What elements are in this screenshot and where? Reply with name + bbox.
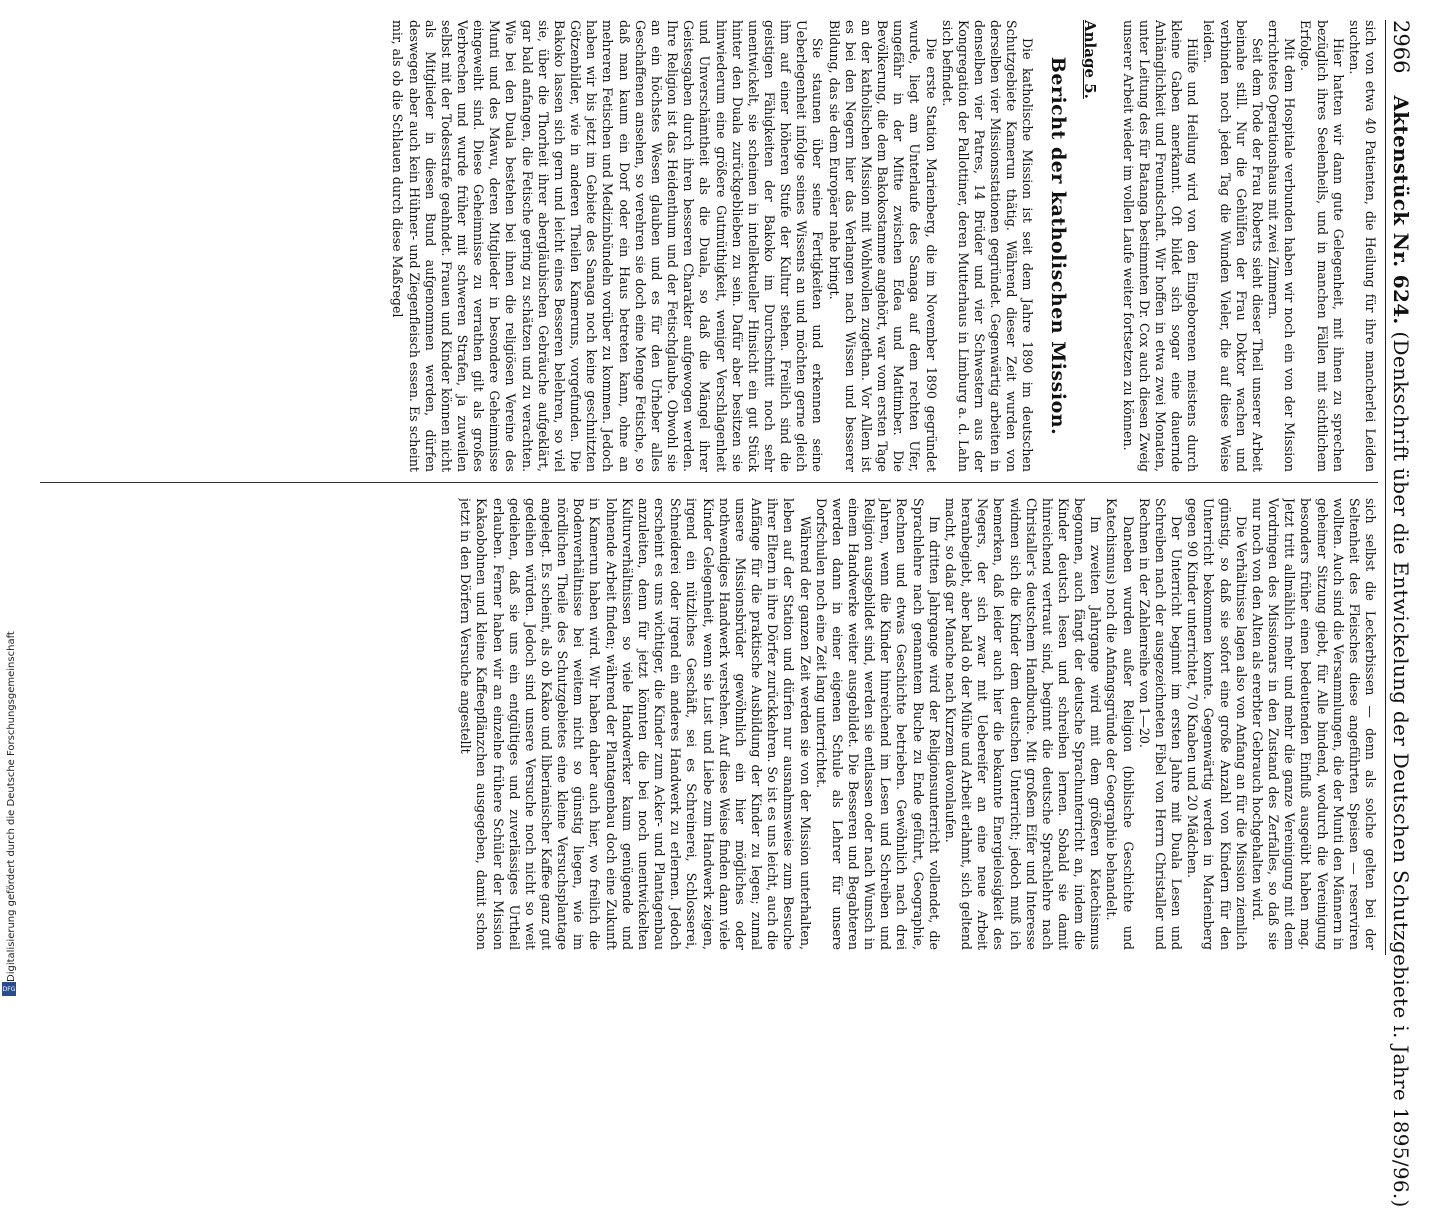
paragraph: Im dritten Jahrgange wird der Religionsunterricht vollendet, die Sprachlehre nach genanntem Buche zu Ende geführt, Geographie, Rechnen und etwas Geschichte betrieben. Gewöhnlich nach drei Jahren, wenn die Kinder hinreichend im Lesen und Schreiben und Religion ausgebildet sind, werden sie entlassen oder nach Wunsch in einem Handwerke weiter ausgebildet. Die Besseren und Begabteren werden dann in einer eigenen Schule als Lehrer für unsere Dorfschulen noch eine Zeit lang unterrichtet.: [813, 498, 942, 950]
section-title: Bericht der katholischen Mission.: [1047, 56, 1070, 436]
paragraph: Im zweiten Jahrgange wird mit dem größeren Katechismus begonnen, auch fängt der deutsche Sprachunterricht an, indem die Kinder deutsch lesen und schreiben lernen. Sobald sie damit hinreichend vertraut sind, beginnt die deutsche Sprachlehre nach Christaller's deutschem Handbuche. Mit großem Eifer und Interesse widmen sich die Kinder dem deutschen Unterricht; jedoch muß ich bemerken, daß leider auch hier die bekannte Energielosigkeit des Negers, der sich zwar mit Uebereifer an eine neue Arbeit heranbegiebt, aber bald ob der Mühe und Arbeit erlahmt, sich geltend macht, so daß gar Manche nach Kurzem davonlaufen.: [942, 498, 1104, 950]
left-column: [36, 20, 1378, 472]
right-column: [36, 498, 1378, 950]
paragraph: sich von etwa 40 Patienten, die Heilung für ihre mancherlei Leiden suchten.: [1346, 20, 1378, 472]
paragraph: Sie staunen über seine Fertigkeiten und erkennen seine Ueberlegenheit infolge seines Wissens an und möchten gerne gleich ihm auf einer höheren Stufe der Kultur stehen. Freilich sind die geistigen Fähigkeiten der Bakoko im Durchschnitt noch sehr unentwickelt, sie scheinen in intellektueller Hinsicht ein gut Stück hinter den Duala zurückgeblieben zu sein. Dafür aber besitzen sie hinwiederum eine größere Gutmüthigkeit, weniger Verschlagenheit und Unverschämtheit als die Duala, so daß die Mängel ihrer Geistesgaben durch ihren besseren Charakter aufgewogen werden. Ihre Religion ist das Heidenthum und der Fetischglaube. Obwohl sie an ein höchstes Wesen glauben und es für den Urheber alles Geschaffenen ansehen, so verehren sie doch eine Menge Fetische, so daß man kaum ein Dorf oder ein Haus betreten kann, ohne an mehreren Fetischen und Medizinbündeln vorüber zu kommen. Jedoch haben wir bis jetzt im Gebiete des Sanaga noch keine geschnitzten Götzenbilder, wie in anderen Theilen Kameruns, vorgefunden. Die Bakoko lassen sich gern und leicht eines Besseren belehren, so viel sie, über die Thorheit ihrer abergläubischen Gebräuche aufgeklärt, gar bald anfangen, die Fetische gering zu schätzen und zu verachten. Wie bei den Duala bestehen bei ihnen die religiösen Vereine des Munti und des Mawu, deren Mitglieder in besondere Geheimnisse eingeweiht sind. Diese Geheimnisse zu verrathen gilt als großes Verbrechen und wurde früher mit schweren Strafen, ja zuweilen selbst mit der Todesstrafe geahndet. Frauen und Kinder können nicht als Mitglieder in diesen Bund aufgenommen werden, dürfen deswegen aber auch kein Hühner- und Ziegenfleisch essen. Es scheint mir, als ob die Schlauen durch diese Maßregel: [390, 20, 826, 472]
paragraph: sich selbst die Leckerbissen — denn als solche gelten bei der Seltenheit des Fleisches diese angeführten Speisen — reserviren wollten. Auch sind die Versammlungen, die der Munti den Männern in geheimer Sitzung giebt, für Alle bindend, wodurch die Vereinigung besonders früher einen bedeutenden Einfluß ausgeübt haben mag. Jetzt tritt allmählich mehr und mehr die ganze Vereinigung mit dem Vordringen des Missionars in den Zustand des Zerfalles, so daß sie nur noch von den Alten als ererbter Gebrauch hochgehalten wird.: [1249, 498, 1378, 950]
paragraph: Hülfe und Heilung wird von den Eingeborenen meistens durch kleine Gaben anerkannt. Oft bildet sich sogar eine dauernde Anhänglichkeit und Freundschaft. Wir hoffen in etwa zwei Monaten, unter Leitung des für Batanga bestimmten Dr. Cox auch diesen Zweig unserer Arbeit wieder im vollen Laufe weiter fortsetzen zu können.: [1120, 20, 1201, 472]
paragraph: Seit dem Tode der Frau Roberts sieht dieser Theil unserer Arbeit beinahe still. Nur die Gehülfen der Frau Doktor wachen und verbinden noch jeden Tag die Wunden Vieler, die auf diese Weise leiden.: [1201, 20, 1265, 472]
document-subtitle: (Denkschrift über die Entwickelung der Deutschen Schutzgebiete i. Jahre 1895/96.): [1389, 331, 1413, 1208]
running-title: [1389, 95, 1413, 1207]
column-divider: [40, 482, 1378, 483]
paragraph: Die Verhältnisse lagen also von Anfang an für die Mission ziemlich günstig, so daß sie sofort eine große Anzahl von Kindern für den Unterricht bekommen konnte. Gegenwärtig werden in Marienberg gegen 90 Kinder unterrichtet, 70 Knaben und 20 Mädchen.: [1185, 498, 1249, 950]
paragraph: Der Unterricht beginnt im ersten Jahre mit Duala Lesen und Schreiben nach der ausgezeichneten Fibel von Herrn Christaller und Rechnen in der Zahlenreihe von 1—20.: [1136, 498, 1185, 950]
paragraph: Während der ganzen Zeit werden sie von der Mission unterhalten, leben auf der Station und dürfen nur ausnahmsweise zum Besuche ihrer Eltern in ihre Dörfer zurückkehren. So ist es uns leicht, auch die Anfänge für die praktische Ausbildung der Kinder zu legen; zumal unsere Missionsbrüder gewöhnlich ein hier mögliches oder nothwendiges Handwerk verstehen. Auf diese Weise finden dann viele Kinder Gelegenheit, wenn sie Lust und Liebe zum Handwerk zeigen, irgend ein nützliches Geschäft, sei es Schreinerei, Schlosserei, Schneiderei oder irgend ein anderes Handwerk zu erlernen. Jedoch erscheint es uns wichtiger, die Kinder zum Acker- und Plantagenbau anzuleiten, denn für jetzt könnten die bei noch unentwickelten Kulturverhältnissen so viele Handwerker kaum genügende und lohnende Arbeit finden; während der Plantagenbau doch eine Zukunft in Kamerun haben wird. Wir haben daher auch hier, wo freilich die Bodenverhältnisse bei weitem nicht so günstig liegen, wie im nördlichen Theile des Schutzgebietes eine kleine Versuchsplantage angelegt. Es scheint, als ob Kakao und liberianischer Kaffee ganz gut gedeihen würden. Jedoch sind unsere Versuche noch nicht so weit gediehen, daß sie uns ein entgültiges und zuverlässiges Urtheil erlauben. Ferner haben wir an einzelne frühere Schüler der Mission Kakaobohnen und kleine Kaffeepflänzchen ausgegeben, damit schon jetzt in den Dörfern Versuche angestellt: [458, 498, 813, 950]
appendix-label: Anlage 5.: [1081, 20, 1100, 99]
paragraph: Mit dem Hospitale verbunden haben wir noch ein von der Mission errichtetes Operationshaus mit zwei Zimmern.: [1266, 20, 1298, 472]
page-number: 2966: [1389, 20, 1413, 74]
paragraph: Die katholische Mission ist seit dem Jahre 1890 im deutschen Schutzgebiete Kamerun thätig. Während dieser Zeit wurden von derselben vier Missionsstationen gegründet. Gegenwärtig arbeiten in denselben vier Patres, 14 Brüder und vier Schwestern aus der Kongregation der Pallottiner, deren Mutterhaus in Limburg a. d. Lahn sich befindet.: [939, 20, 1036, 472]
dfg-logo-icon: DFG: [2, 982, 16, 996]
paragraph: Die erste Station Marienberg, die im November 1890 gegründet wurde, liegt am Unterlaufe des Sanaga auf dem rechten Ufer, ungefähr in der Mitte zwischen Edea und Mattimber. Die Bevölkerung, die dem Bakokostamme angehört, war vom ersten Tage an der katholischen Mission mit Wohlwollen zugethan. Vor Allem ist es bei den Negern hier das Verlangen nach Wissen und besserer Bildung, das sie dem Europäer nahe bringt.: [826, 20, 939, 472]
paragraph: Daneben wurden außer Religion (biblische Geschichte und Katechismus) noch die Anfangsgründe der Geographie behandelt.: [1104, 498, 1136, 950]
paragraph: Hier hatten wir dann gute Gelegenheit, mit ihnen zu sprechen bezüglich ihres Seelenheils, und in manchen Fällen mit sichtlichem Erfolge.: [1298, 20, 1346, 472]
page-header: [1385, 20, 1416, 1208]
digitization-credit: Digitalisierung gefördert durch die Deutsche Forschungsgemeinschaft: [6, 631, 17, 982]
document-label: Aktenstück Nr. 624.: [1389, 95, 1413, 325]
